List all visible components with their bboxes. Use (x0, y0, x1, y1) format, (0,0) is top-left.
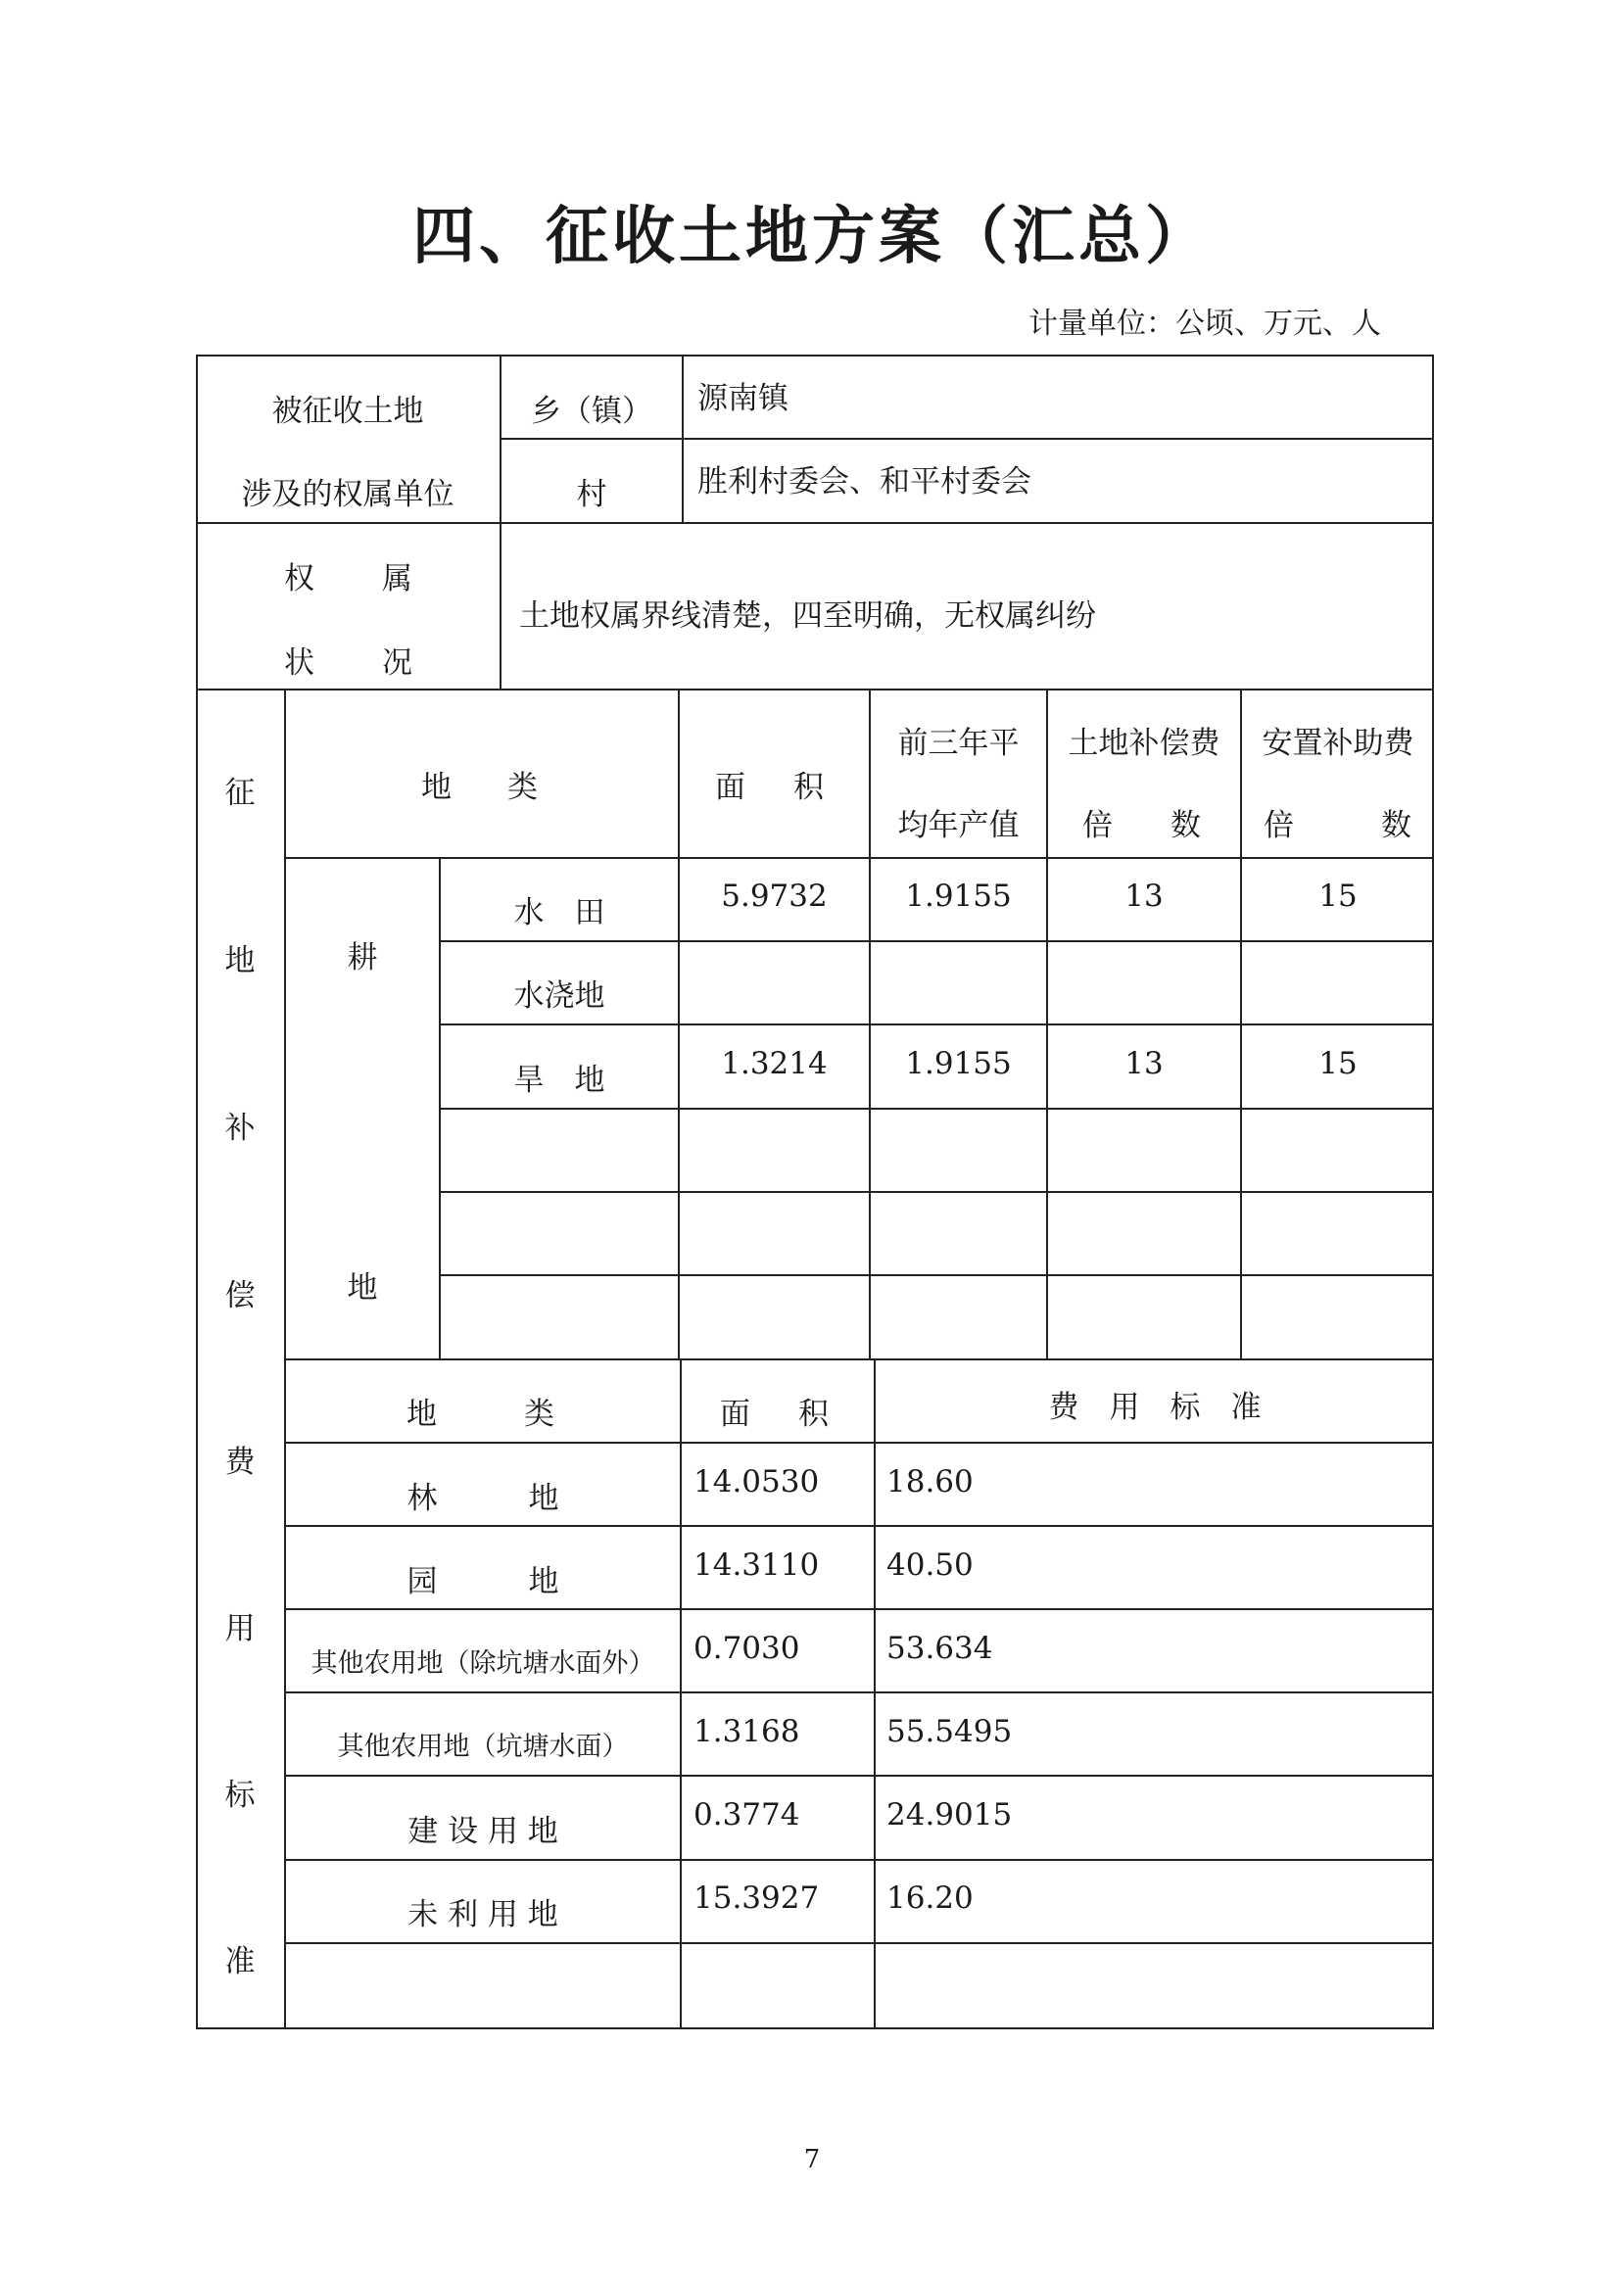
side-label-char: 征 (224, 776, 256, 811)
owner-label-line1: 被征收土地 (271, 394, 424, 429)
other-row-name: 其他农用地（除坑塘水面外） (310, 1648, 655, 1679)
other-row-name: 林 地 (406, 1481, 559, 1516)
side-label-char: 费 (224, 1445, 256, 1480)
divider (439, 1108, 1434, 1110)
farm-row-avg: 1.9155 (905, 1046, 1012, 1081)
divider (196, 689, 1434, 690)
other-row-name: 其他农用地（坑塘水面） (337, 1732, 629, 1762)
other-header-type: 地 (406, 1397, 437, 1432)
village-value: 胜利村委会、和平村委会 (697, 464, 1031, 500)
farm-group-label: 耕 (347, 940, 378, 975)
farm-row-comp: 13 (1124, 879, 1164, 914)
side-label-char: 偿 (224, 1278, 256, 1313)
other-row-area: 1.3168 (693, 1714, 800, 1749)
page-title: 四、征收土地方案（汇总） (412, 200, 1212, 273)
other-row-area: 0.3774 (693, 1797, 800, 1832)
other-row-name: 未 利 用 地 (407, 1897, 558, 1932)
ownership-label-1a: 权 (284, 561, 314, 596)
divider (284, 1691, 1434, 1693)
town-label: 乡（镇） (531, 394, 652, 429)
farm-header-resettlement: 安置补助费 (1262, 726, 1414, 761)
owner-label-line2: 涉及的权属单位 (241, 477, 454, 512)
divider (439, 940, 1434, 942)
divider (439, 1023, 1434, 1025)
farm-row-res: 15 (1318, 879, 1358, 914)
divider (284, 1442, 1434, 1444)
other-row-area: 0.7030 (693, 1631, 800, 1666)
farm-row-name: 旱 地 (513, 1063, 605, 1098)
side-label-char: 地 (224, 943, 256, 978)
other-header-area: 面 (720, 1397, 750, 1432)
other-header-standard: 费 用 标 准 (1048, 1390, 1262, 1425)
farm-header-area: 积 (793, 770, 824, 805)
other-header-type: 类 (524, 1397, 554, 1432)
ownership-label-1b: 属 (382, 561, 412, 596)
divider (284, 1525, 1434, 1527)
farm-row-avg: 1.9155 (905, 879, 1012, 914)
farm-header-resettlement: 数 (1381, 808, 1411, 843)
farm-row-name: 水 田 (513, 895, 605, 930)
ownership-status-value: 土地权属界线清楚，四至明确，无权属纠纷 (519, 598, 1096, 634)
divider (680, 1358, 682, 2029)
divider (500, 438, 1434, 440)
divider (874, 1358, 876, 2029)
farm-header-avg-output: 前三年平 (897, 726, 1020, 761)
farm-header-avg-output: 均年产值 (897, 808, 1020, 843)
other-row-name: 建 设 用 地 (407, 1814, 558, 1849)
other-row-standard: 24.9015 (886, 1797, 1013, 1832)
farm-group-label: 地 (347, 1270, 378, 1306)
divider (439, 1191, 1434, 1193)
divider (284, 1608, 1434, 1610)
divider (284, 1775, 1434, 1777)
side-label-char: 准 (224, 1944, 256, 1979)
farm-header-resettlement: 倍 (1264, 808, 1294, 843)
other-row-area: 14.0530 (693, 1464, 820, 1499)
other-row-standard: 18.60 (886, 1464, 974, 1499)
divider (439, 1274, 1434, 1276)
side-label-char: 用 (224, 1611, 256, 1646)
town-value: 源南镇 (697, 381, 788, 416)
divider (500, 522, 502, 690)
farm-header-type: 地 (421, 770, 452, 805)
farm-header-compensation: 土地补偿费 (1068, 726, 1220, 761)
side-label-char: 标 (224, 1778, 256, 1813)
divider (284, 1942, 1434, 1944)
farm-header-type: 类 (507, 770, 538, 805)
other-row-standard: 53.634 (886, 1631, 993, 1666)
other-row-area: 15.3927 (693, 1880, 820, 1916)
divider (196, 522, 1434, 524)
side-label-char: 补 (224, 1111, 256, 1146)
divider (284, 1859, 1434, 1861)
other-header-area: 积 (798, 1397, 829, 1432)
other-row-name: 园 地 (406, 1564, 559, 1599)
unit-note: 计量单位：公顷、万元、人 (1028, 307, 1381, 341)
farm-row-res: 15 (1318, 1046, 1358, 1081)
other-row-standard: 55.5495 (886, 1714, 1013, 1749)
ownership-label-2b: 况 (382, 645, 412, 681)
farm-row-comp: 13 (1124, 1046, 1164, 1081)
farm-header-compensation: 倍 (1082, 808, 1113, 843)
other-row-area: 14.3110 (693, 1547, 820, 1583)
page-number: 7 (803, 2145, 821, 2174)
farm-header-area: 面 (715, 770, 745, 805)
farm-row-name: 水浇地 (513, 978, 605, 1014)
farm-row-area: 5.9732 (721, 879, 828, 914)
other-row-standard: 40.50 (886, 1547, 974, 1583)
other-row-standard: 16.20 (886, 1880, 974, 1916)
village-label: 村 (576, 477, 607, 512)
divider (284, 857, 1434, 859)
farm-header-compensation: 数 (1170, 808, 1201, 843)
ownership-label-2a: 状 (284, 645, 314, 681)
divider (284, 1358, 1434, 1360)
farm-row-area: 1.3214 (721, 1046, 828, 1081)
